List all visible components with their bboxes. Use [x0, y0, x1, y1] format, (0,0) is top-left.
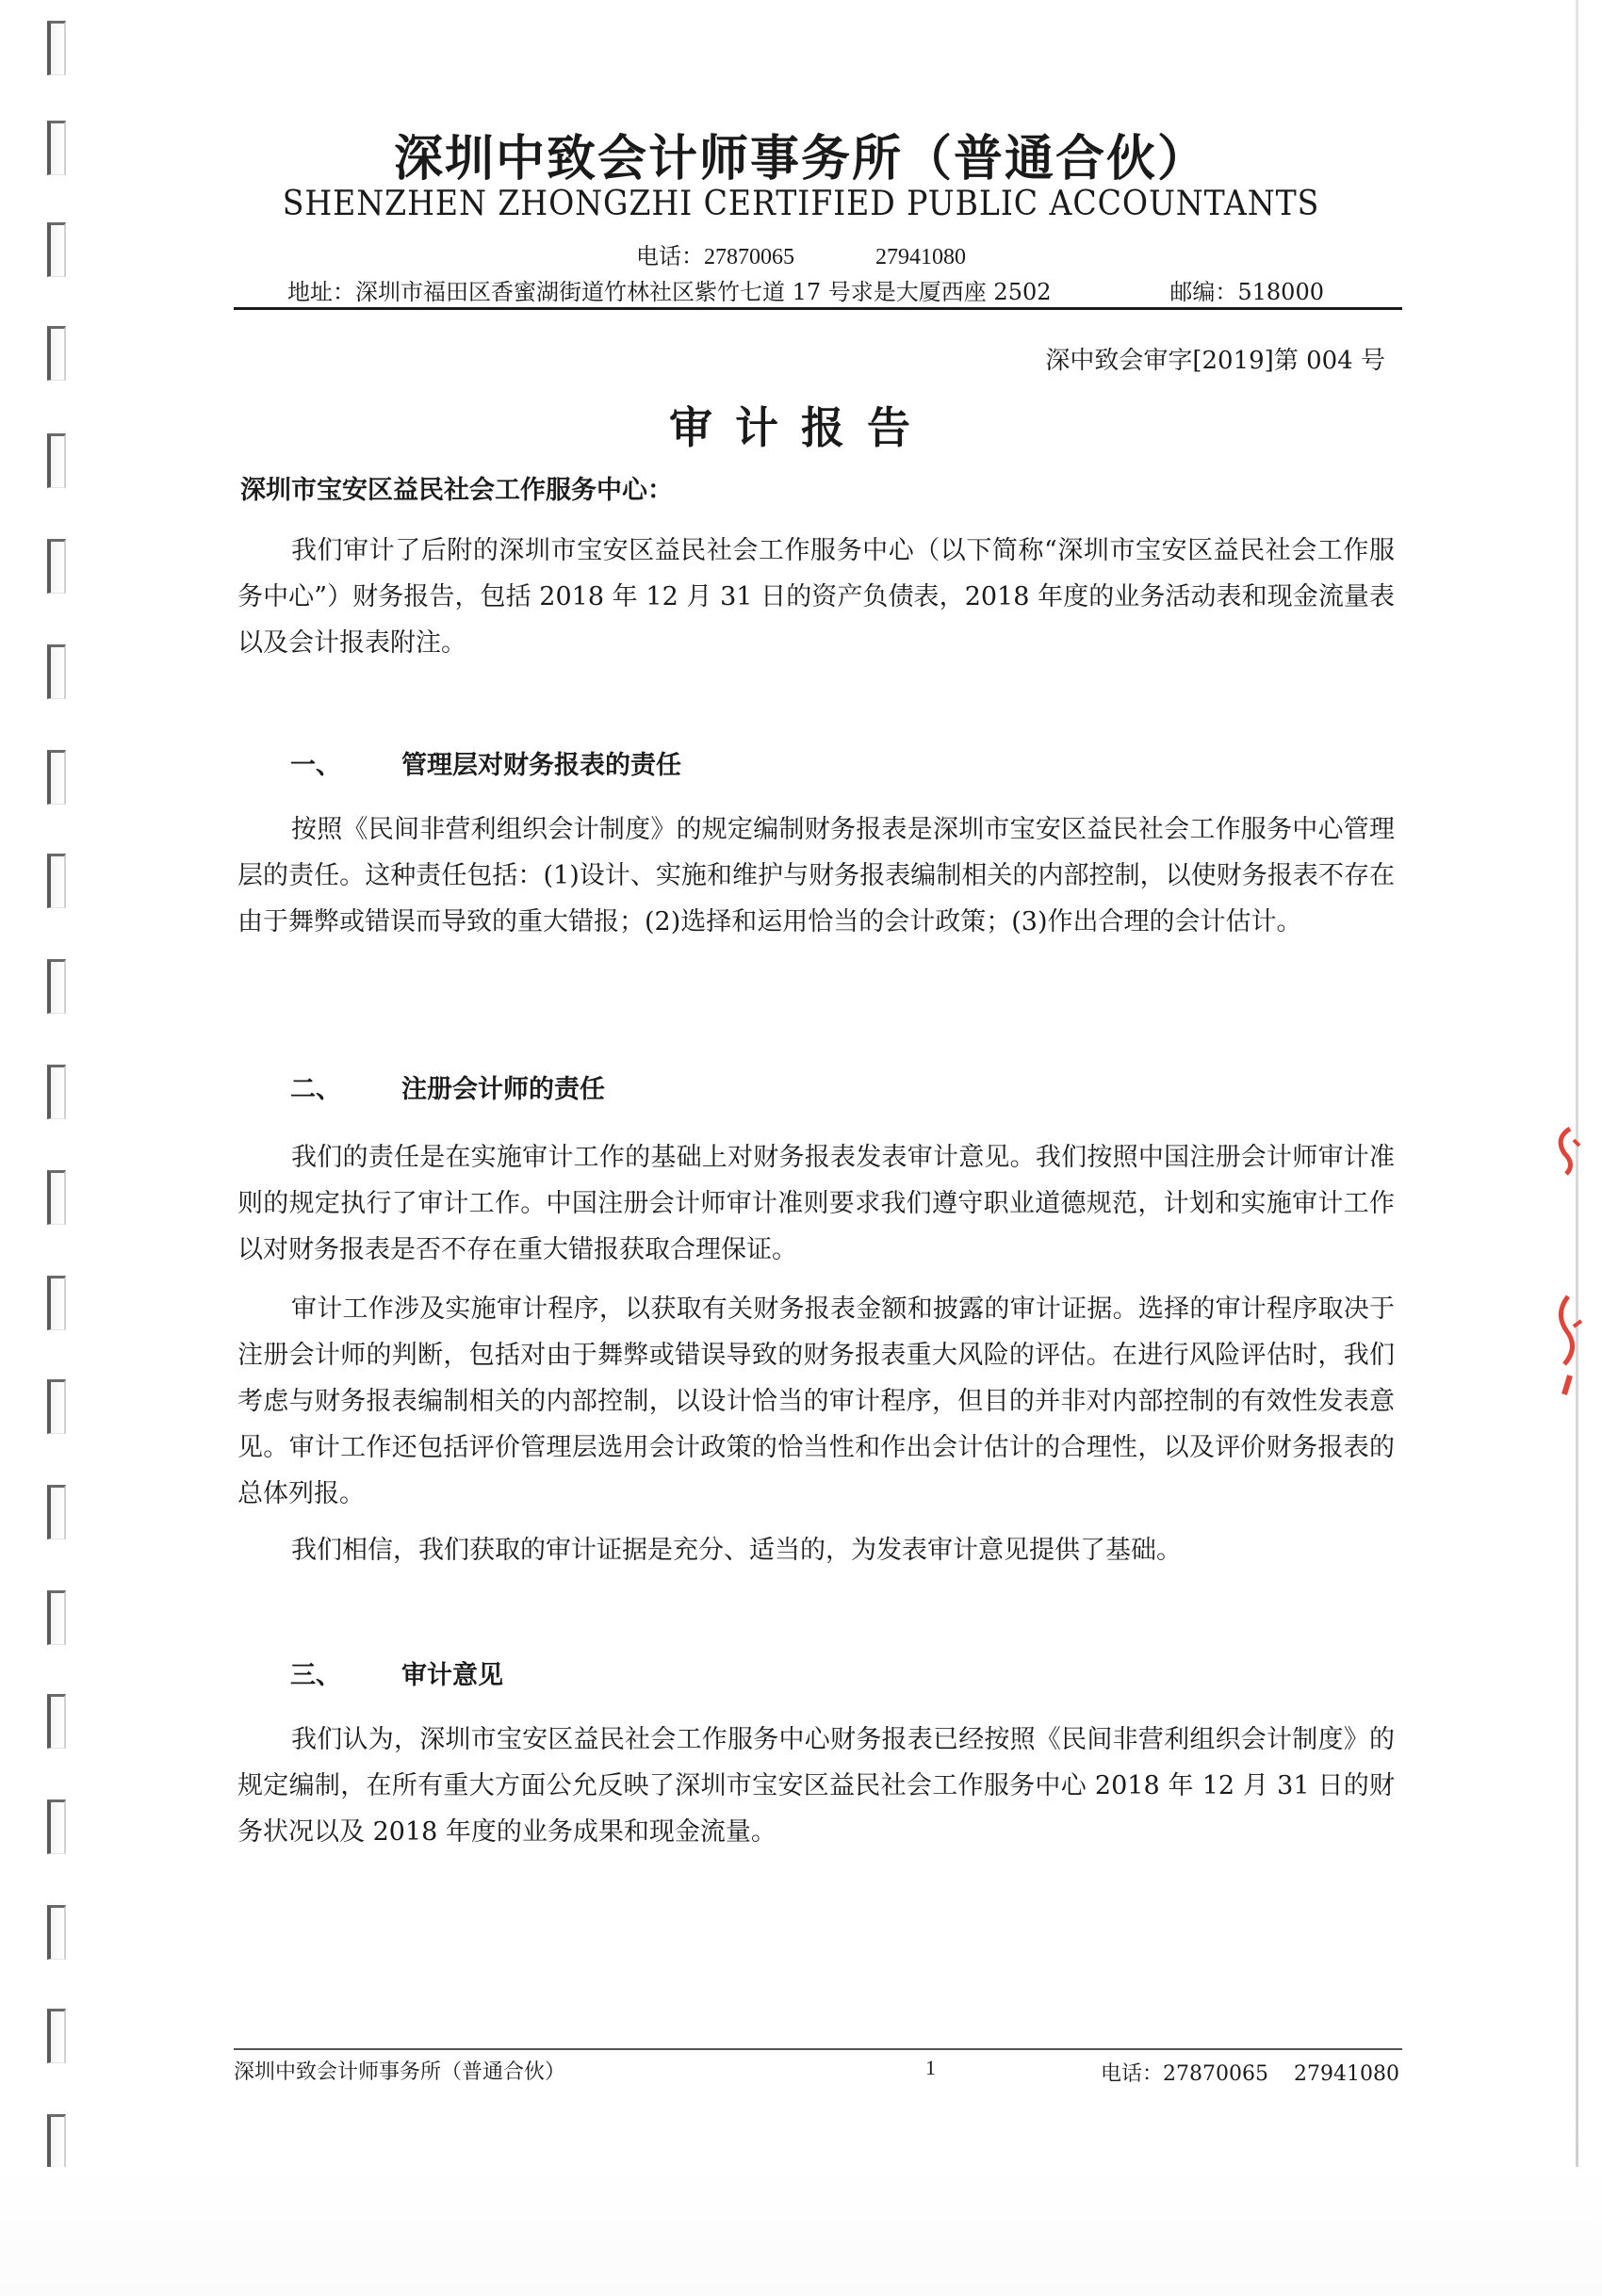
- firm-address-line: [287, 273, 1324, 306]
- header-divider: [234, 307, 1402, 310]
- section-number: 二、: [290, 1075, 341, 1104]
- section-number: 三、: [290, 1661, 341, 1690]
- report-title: 审计报告: [669, 402, 933, 453]
- section-title: 管理层对财务报表的责任: [401, 751, 681, 780]
- firm-name-english: SHENZHEN ZHONGZHI CERTIFIED PUBLIC ACCOUNTANTS: [282, 185, 1320, 223]
- section-title: 审计意见: [401, 1661, 503, 1690]
- section-2-paragraph-1: 我们的责任是在实施审计工作的基础上对财务报表发表审计意见。我们按照中国注册会计师审计准则的规定执行了审计工作。中国注册会计师审计准则要求我们遵守职业道德规范，计划和实施审计工作以对财务报表是否不存在重大错报获取合理保证。: [237, 1143, 1395, 1264]
- binding-hole: [47, 121, 66, 175]
- firm-phone-2: 27941080: [875, 245, 966, 269]
- firm-postcode: 邮编：518000: [1169, 279, 1324, 305]
- binding-hole: [47, 854, 66, 908]
- binding-hole: [47, 21, 66, 75]
- document-number: 深中致会审字[2019]第 004 号: [1045, 347, 1385, 375]
- section-number: 一、: [290, 751, 341, 780]
- binding-hole: [47, 1485, 66, 1539]
- firm-address: 地址：深圳市福田区香蜜湖街道竹林社区紫竹七道 17 号求是大厦西座 2502: [287, 279, 1052, 305]
- binding-hole: [47, 750, 66, 805]
- footer-divider: [234, 2048, 1402, 2050]
- binding-hole: [47, 1694, 66, 1749]
- binding-hole: [47, 1590, 66, 1645]
- section-3-paragraph: 我们认为，深圳市宝安区益民社会工作服务中心财务报表已经按照《民间非营利组织会计制度》的规定编制，在所有重大方面公允反映了深圳市宝安区益民社会工作服务中心 2018 年 12 月 31 日的财务状况以及 2018 年度的业务成果和现金流量。: [237, 1725, 1395, 1847]
- footer-phone-2: 27941080: [1293, 2062, 1399, 2086]
- firm-phones: [236, 237, 1366, 270]
- binding-holes: [0, 0, 85, 2296]
- binding-hole: [47, 1379, 66, 1434]
- binding-hole: [47, 1905, 66, 1960]
- page-edge: [1576, 0, 1578, 2167]
- footer-firm-name: 深圳中致会计师事务所（普通合伙）: [234, 2060, 566, 2084]
- red-seal-fragment: [1527, 1112, 1583, 1423]
- binding-hole: [47, 433, 66, 488]
- binding-hole: [47, 1799, 66, 1854]
- binding-hole: [47, 539, 66, 594]
- scan-bottom-margin: [0, 2167, 1602, 2296]
- binding-hole: [47, 644, 66, 699]
- binding-hole: [47, 959, 66, 1014]
- binding-hole: [47, 222, 66, 277]
- section-heading-1: [290, 744, 681, 781]
- binding-hole: [47, 1065, 66, 1119]
- section-heading-2: [290, 1068, 605, 1105]
- addressee: 深圳市宝安区益民社会工作服务中心：: [240, 476, 673, 505]
- firm-phone-1: 电话：27870065: [636, 245, 794, 269]
- binding-hole: [47, 1170, 66, 1225]
- intro-paragraph: 我们审计了后附的深圳市宝安区益民社会工作服务中心（以下简称“深圳市宝安区益民社会工作服务中心”）财务报告，包括 2018 年 12 月 31 日的资产负债表，2018 年度的业务活动表和现金流量表以及会计报表附注。: [237, 536, 1395, 658]
- binding-hole: [47, 326, 66, 381]
- firm-name-chinese: 深圳中致会计师事务所（普通合伙）: [393, 130, 1208, 187]
- footer-phone-1: 电话：27870065: [1101, 2062, 1268, 2086]
- page-number: 1: [925, 2056, 936, 2079]
- binding-hole: [47, 2114, 66, 2169]
- section-heading-3: [290, 1654, 503, 1691]
- section-1-paragraph: 按照《民间非营利组织会计制度》的规定编制财务报表是深圳市宝安区益民社会工作服务中心管理层的责任。这种责任包括：(1)设计、实施和维护与财务报表编制相关的内部控制，以使财务报表不存在由于舞弊或错误而导致的重大错报；(2)选择和运用恰当的会计政策；(3)作出合理的会计估计。: [237, 815, 1395, 936]
- footer-phones: [1101, 2058, 1399, 2087]
- section-2-paragraph-3: 我们相信，我们获取的审计证据是充分、适当的，为发表审计意见提供了基础。: [291, 1536, 1182, 1565]
- section-title: 注册会计师的责任: [401, 1075, 605, 1104]
- binding-hole: [47, 1276, 66, 1330]
- binding-hole: [47, 2009, 66, 2063]
- section-2-paragraph-2: 审计工作涉及实施审计程序，以获取有关财务报表金额和披露的审计证据。选择的审计程序取决于注册会计师的判断，包括对由于舞弊或错误导致的财务报表重大风险的评估。在进行风险评估时，我们考虑与财务报表编制相关的内部控制，以设计恰当的审计程序，但目的并非对内部控制的有效性发表意见。审计工作还包括评价管理层选用会计政策的恰当性和作出会计估计的合理性，以及评价财务报表的总体列报。: [237, 1295, 1395, 1508]
